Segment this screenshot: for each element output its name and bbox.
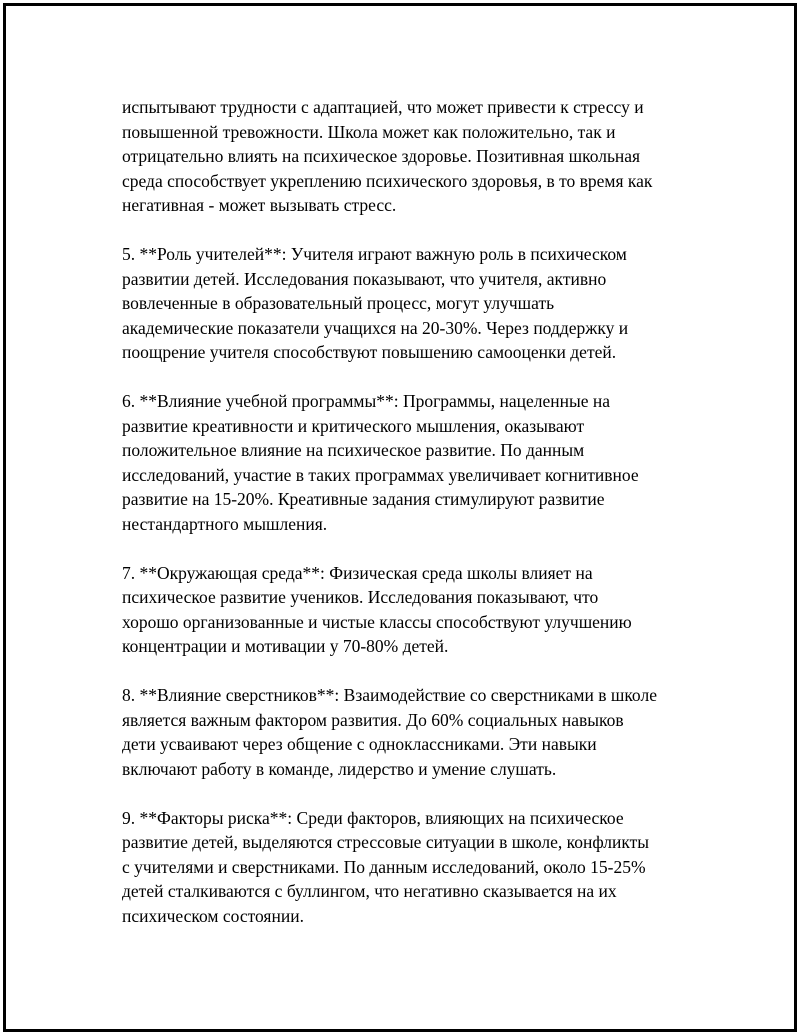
text-line: поощрение учителя способствуют повышению самооценки детей. (122, 342, 617, 362)
text-line: психическое развитие учеников. Исследования показывают, что (122, 587, 599, 607)
text-line: положительное влияние на психическое развитие. По данным (122, 440, 585, 460)
text-line: 7. **Окружающая среда**: Физическая среда школы влияет на (122, 562, 593, 583)
text-line: развитие на 15-20%. Креативные задания стимулируют развитие (122, 489, 605, 509)
text-line: развитии детей. Исследования показывают, что учителя, активно (122, 268, 607, 289)
paragraph (122, 683, 722, 781)
text-line: отрицательно влиять на психическое здоровье. Позитивная школьная (122, 146, 641, 166)
paragraph (122, 806, 722, 929)
text-line: развитие креативности и критического мышления, оказывают (122, 415, 585, 436)
page-frame (3, 3, 797, 1032)
text-line: испытывают трудности с адаптацией, что может привести к стрессу и (122, 97, 644, 117)
text-line: развитие детей, выделяются стрессовые ситуации в школе, конфликты (122, 832, 650, 852)
paragraph (122, 389, 722, 536)
text-line: негативная - может вызывать стресс. (122, 195, 397, 215)
text-line: дети усваивают через общение с одноклассниками. Эти навыки (122, 734, 597, 754)
text-line: психическом состоянии. (122, 905, 304, 926)
text-line: включают работу в команде, лидерство и умение слушать. (122, 758, 557, 779)
text-line: среда способствует укреплению психического здоровья, в то время как (122, 170, 653, 191)
text-line: 8. **Влияние сверстников**: Взаимодействие со сверстниками в школе (122, 685, 657, 705)
paragraph (122, 95, 722, 218)
text-line: вовлеченные в образовательный процесс, могут улучшать (122, 293, 555, 313)
text-line: нестандартного мышления. (122, 513, 328, 534)
text-line: 9. **Факторы риска**: Среди факторов, влияющих на психическое (122, 807, 624, 828)
text-line: является важным фактором развития. До 60% социальных навыков (122, 709, 624, 730)
paragraph (122, 561, 722, 659)
document-body (122, 95, 722, 953)
paragraph (122, 242, 722, 365)
text-line: 6. **Влияние учебной программы**: Программы, нацеленные на (122, 391, 610, 411)
text-line: повышенной тревожности. Школа может как положительно, так и (122, 121, 616, 142)
text-line: хорошо организованные и чистые классы способствуют улучшению (122, 611, 632, 632)
text-line: академические показатели учащихся на 20-30%. Через поддержку и (122, 317, 629, 338)
text-line: 5. **Роль учителей**: Учителя играют важную роль в психическом (122, 244, 627, 264)
text-line: с учителями и сверстниками. По данным исследований, около 15-25% (122, 856, 646, 877)
text-line: концентрации и мотивации у 70-80% детей. (122, 636, 449, 656)
text-line: исследований, участие в таких программах увеличивает когнитивное (122, 464, 639, 485)
text-line: детей сталкиваются с буллингом, что негативно сказывается на их (122, 881, 617, 901)
